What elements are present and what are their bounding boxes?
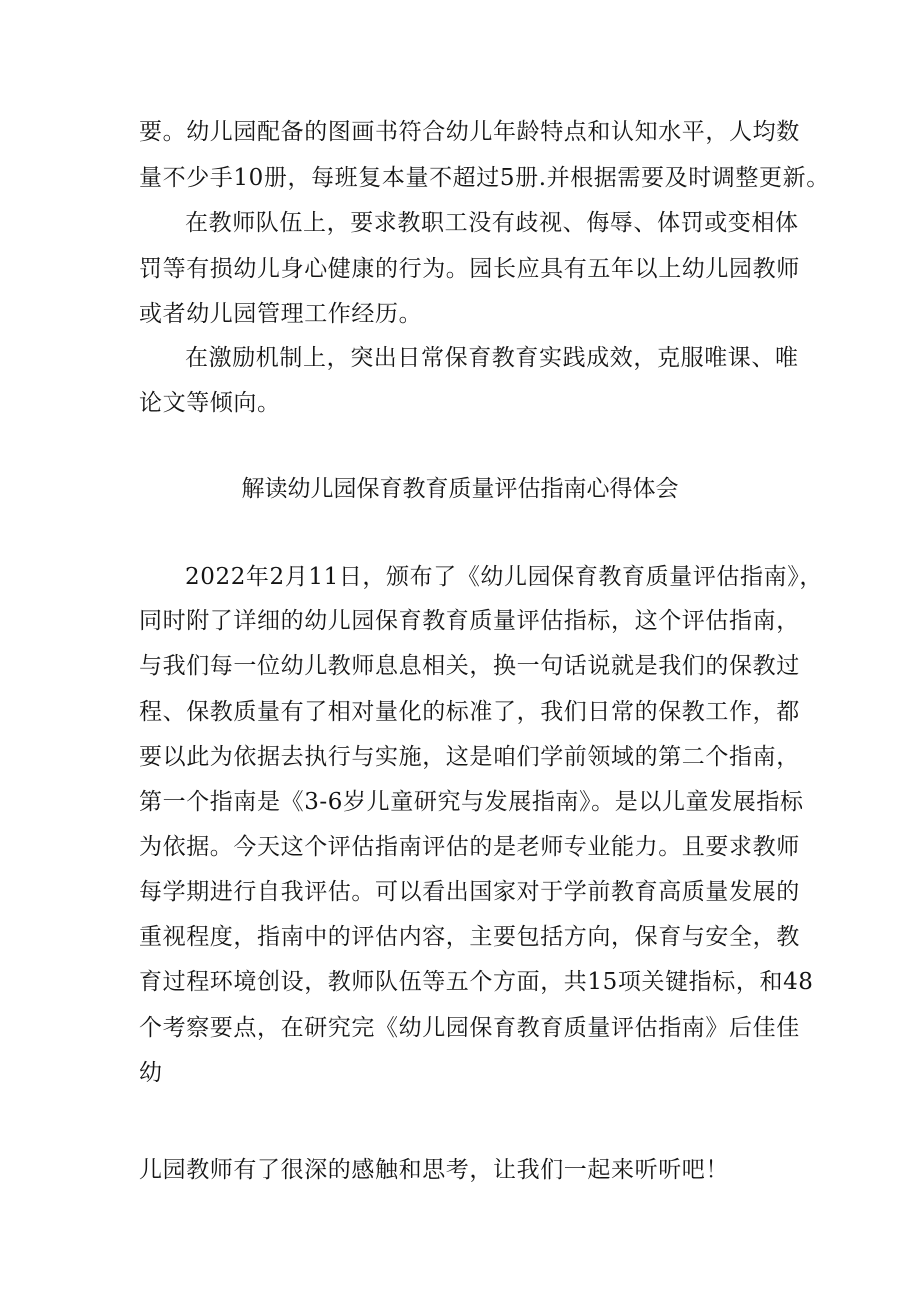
paragraph-line: 或者幼儿园管理工作经历。 [139, 301, 423, 327]
paragraph-line: 幼 [139, 1060, 163, 1086]
paragraph-line: 论文等倾向。 [139, 390, 281, 416]
closing-line: 儿园教师有了很深的感触和思考，让我们一起来听听吧！ [139, 1157, 729, 1183]
paragraph-line: 与我们每一位幼儿教师息息相关，换一句话说就是我们的保教过 [139, 653, 800, 679]
paragraph-line: 第一个指南是《3-6岁儿童研究与发展指南》。是以儿童发展指标 [139, 789, 804, 815]
paragraph-line: 罚等有损幼儿身心健康的行为。园长应具有五年以上幼儿园教师 [139, 256, 800, 282]
paragraph-line: 育过程环境创设，教师队伍等五个方面，共15项关键指标，和48 [139, 969, 814, 995]
section-title: 解读幼儿园保育教育质量评估指南心得体会 [241, 476, 679, 502]
paragraph-line: 为依据。今天这个评估指南评估的是老师专业能力。且要求教师 [139, 834, 800, 860]
paragraph-line: 要。幼儿园配备的图画书符合幼儿年龄特点和认知水平，人均数 [139, 119, 800, 145]
paragraph-line: 程、保教质量有了相对量化的标准了，我们日常的保教工作，都 [139, 699, 800, 725]
paragraph-line: 2022年2月11日，颁布了《幼儿园保育教育质量评估指南》， [185, 564, 823, 590]
paragraph-line: 要以此为依据去执行与实施，这是咱们学前领域的第二个指南， [139, 744, 800, 770]
paragraph-line: 个考察要点，在研究完《幼儿园保育教育质量评估指南》后佳佳 [139, 1015, 800, 1041]
paragraph-line: 同时附了详细的幼儿园保育教育质量评估指标，这个评估指南， [139, 608, 800, 634]
paragraph-line: 在教师队伍上，要求教职工没有歧视、侮辱、体罚或变相体 [185, 210, 799, 236]
paragraph-line: 在激励机制上，突出日常保育教育实践成效，克服唯课、唯 [185, 345, 799, 371]
paragraph-line: 重视程度，指南中的评估内容，主要包括方向，保育与安全，教 [139, 924, 800, 950]
paragraph-line: 每学期进行自我评估。可以看出国家对于学前教育高质量发展的 [139, 879, 800, 905]
paragraph-line: 量不少手10册，每班复本量不超过5册.并根据需要及时调整更新。 [139, 165, 830, 191]
